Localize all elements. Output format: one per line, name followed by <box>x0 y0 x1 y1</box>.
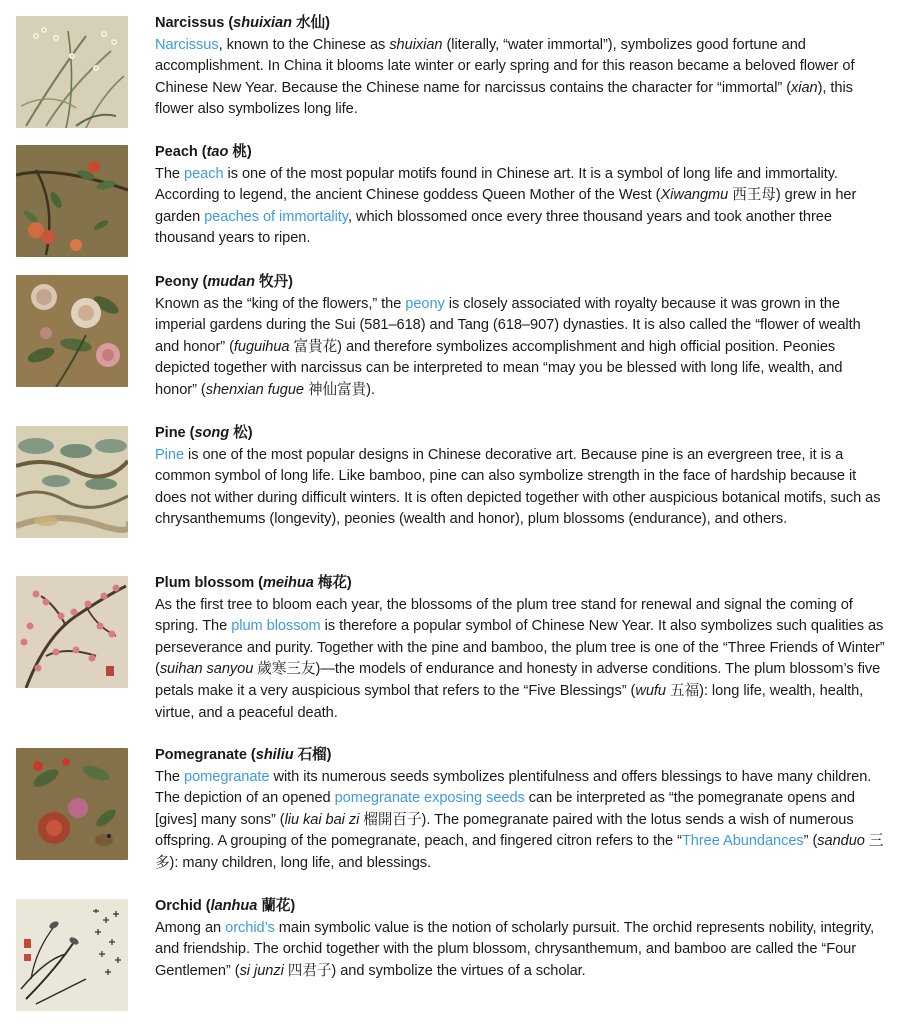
glossary-link[interactable]: peach <box>184 165 224 182</box>
term-italic: Xiwangmu <box>660 187 729 204</box>
peach-painting-thumbnail[interactable] <box>16 145 128 257</box>
narcissus-painting-image <box>16 16 128 128</box>
entry-body <box>155 35 885 121</box>
body-text: 榴開百子). The pomegranate paired with the lotus sends a wish of numerous offspring. A grouping of the pomegranate, peach, and fingered citron refers to the “ <box>155 811 854 850</box>
glossary-link[interactable]: Narcissus <box>155 36 219 53</box>
body-text: is one of the most popular designs in Chinese decorative art. Because pine is an evergreen tree, it is a common symbol of long life. Like bamboo, pine can also symbolize strength in the face of hardship because it does not wither during difficult winters. It is often depicted together with other auspicious botanical motifs, such as chrysanthemums (longevity), peonies (wealth and honor), plum blossoms (endurance), and others. <box>155 446 881 528</box>
glossary-link[interactable]: Pine <box>155 446 185 463</box>
body-text: As the first tree to bloom each year, the blossoms of the plum tree stand for renewal and signal the coming of spring. The <box>155 596 853 635</box>
entry-title: Peony (mudan 牧丹) <box>155 274 293 290</box>
pomegranate-description <box>155 745 885 875</box>
body-text: 五福): long life, wealth, health, virtue, and a peaceful death. <box>155 682 864 721</box>
body-text: ” ( <box>803 833 818 850</box>
body-text: 歲寒三友)—the models of endurance and honesty in adverse conditions. The plum blossom’s five petals make it a very auspicious symbol that refers to the “Five Blessings” ( <box>155 661 881 699</box>
body-text: with its numerous seeds symbolizes plentifulness and offers blessings to have many children. The depiction of an opened <box>155 768 872 807</box>
body-text: main symbolic value is the notion of scholarly pursuit. The orchid represents nobility, integrity, and friendship. The orchid together with the plum blossom, chrysanthemum, and bamboo are called the “Four Gentlemen” ( <box>155 919 875 979</box>
term-italic: wufu <box>635 682 667 699</box>
body-text: The <box>155 165 185 182</box>
body-text: 四君子) and symbolize the virtues of a scholar. <box>283 962 586 979</box>
body-text: 西王母) grew in her garden <box>155 187 857 225</box>
narcissus-description <box>155 13 885 121</box>
entry-title: Plum blossom (meihua 梅花) <box>155 575 352 591</box>
body-text: 三多): many children, long life, and blessings. <box>155 833 884 871</box>
term-italic: shenxian fugue <box>205 381 304 398</box>
entry-body <box>155 595 885 725</box>
glossary-link[interactable]: pomegranate <box>184 768 270 785</box>
glossary-link[interactable]: plum blossom <box>231 618 321 635</box>
glossary-link[interactable]: Three Abundances <box>681 833 804 850</box>
peach-description <box>155 142 885 250</box>
pine-painting-image <box>16 426 128 538</box>
term-italic: liu kai bai zi <box>284 811 360 828</box>
body-text: is closely associated with royalty because it was grown in the imperial gardens during the Sui (581–618) and Tang (618–907) dynasties. It is also called the “flower of wealth and honor” ( <box>155 295 861 355</box>
glossary-link[interactable]: peony <box>405 295 445 312</box>
term-italic: sanduo <box>817 833 865 850</box>
body-text: , which blossomed once every three thousand years and took another three thousand years to ripen. <box>155 208 832 247</box>
entry-title: Pomegranate (shiliu 石榴) <box>155 747 332 763</box>
entry-title: Narcissus (shuixian 水仙) <box>155 15 330 31</box>
narcissus-painting-thumbnail[interactable] <box>16 16 128 128</box>
body-text: The <box>155 768 185 785</box>
glossary-link[interactable]: orchid’s <box>225 919 275 936</box>
entry-title: Pine (song 松) <box>155 425 253 441</box>
glossary-link[interactable]: pomegranate exposing seeds <box>334 790 525 807</box>
body-text: 富貴花) and therefore symbolizes accomplishment and high official position. Peonies depicted together with narcissus can be interpreted to mean “may you be blessed with long life, wealth, and honor” ( <box>155 338 843 398</box>
orchid-description <box>155 896 885 982</box>
peach-painting-image <box>16 145 128 257</box>
body-text: can be interpreted as “the pomegranate opens and [gives] many sons” ( <box>155 790 855 828</box>
entry-title: Peach (tao 桃) <box>155 144 252 160</box>
body-text: , known to the Chinese as <box>218 36 390 53</box>
entry-body <box>155 767 885 875</box>
entry-title: Orchid (lanhua 蘭花) <box>155 898 296 914</box>
pomegranate-painting-thumbnail[interactable] <box>16 748 128 860</box>
term-italic: xian <box>791 79 818 96</box>
entry-body <box>155 918 885 983</box>
entry-body <box>155 445 885 531</box>
peony-painting-thumbnail[interactable] <box>16 275 128 387</box>
term-italic: suihan sanyou <box>159 661 254 678</box>
pomegranate-painting-image <box>16 748 128 860</box>
term-italic: si junzi <box>239 962 284 979</box>
body-text: (literally, “water immortal”), symbolizes good fortune and accomplishment. In China it blooms late winter or early spring and for this reason became a beloved flower of Chinese New Year. Because the Chinese name for narcissus contains the character for “immortal” ( <box>155 36 855 96</box>
body-text: is one of the most popular motifs found in Chinese art. It is a symbol of long life and immortality. According to legend, the ancient Chinese goddess Queen Mother of the West ( <box>155 165 838 204</box>
glossary-link[interactable]: peaches of immortality <box>204 208 348 225</box>
peony-painting-image <box>16 275 128 387</box>
orchid-painting-image <box>16 899 128 1011</box>
plum-blossom-painting-image <box>16 576 128 688</box>
entry-body <box>155 164 885 250</box>
entry-body <box>155 294 885 402</box>
plum-blossom-description <box>155 573 885 724</box>
body-text: 神仙富貴). <box>304 381 375 398</box>
pine-description <box>155 423 885 531</box>
body-text: ), this flower also symbolizes long life. <box>155 79 853 118</box>
term-italic: fuguihua <box>233 338 290 355</box>
plum-blossom-painting-thumbnail[interactable] <box>16 576 128 688</box>
peony-description <box>155 272 885 402</box>
body-text: is therefore a popular symbol of Chinese New Year. It also symbolizes such qualities as perseverance and purity. Together with the pine and bamboo, the plum tree is one of the “Three Friends of Winter” ( <box>155 618 885 678</box>
orchid-painting-thumbnail[interactable] <box>16 899 128 1011</box>
body-text: Among an <box>155 919 226 936</box>
body-text: Known as the “king of the flowers,” the <box>155 295 406 312</box>
term-italic: shuixian <box>389 36 443 53</box>
pine-painting-thumbnail[interactable] <box>16 426 128 538</box>
